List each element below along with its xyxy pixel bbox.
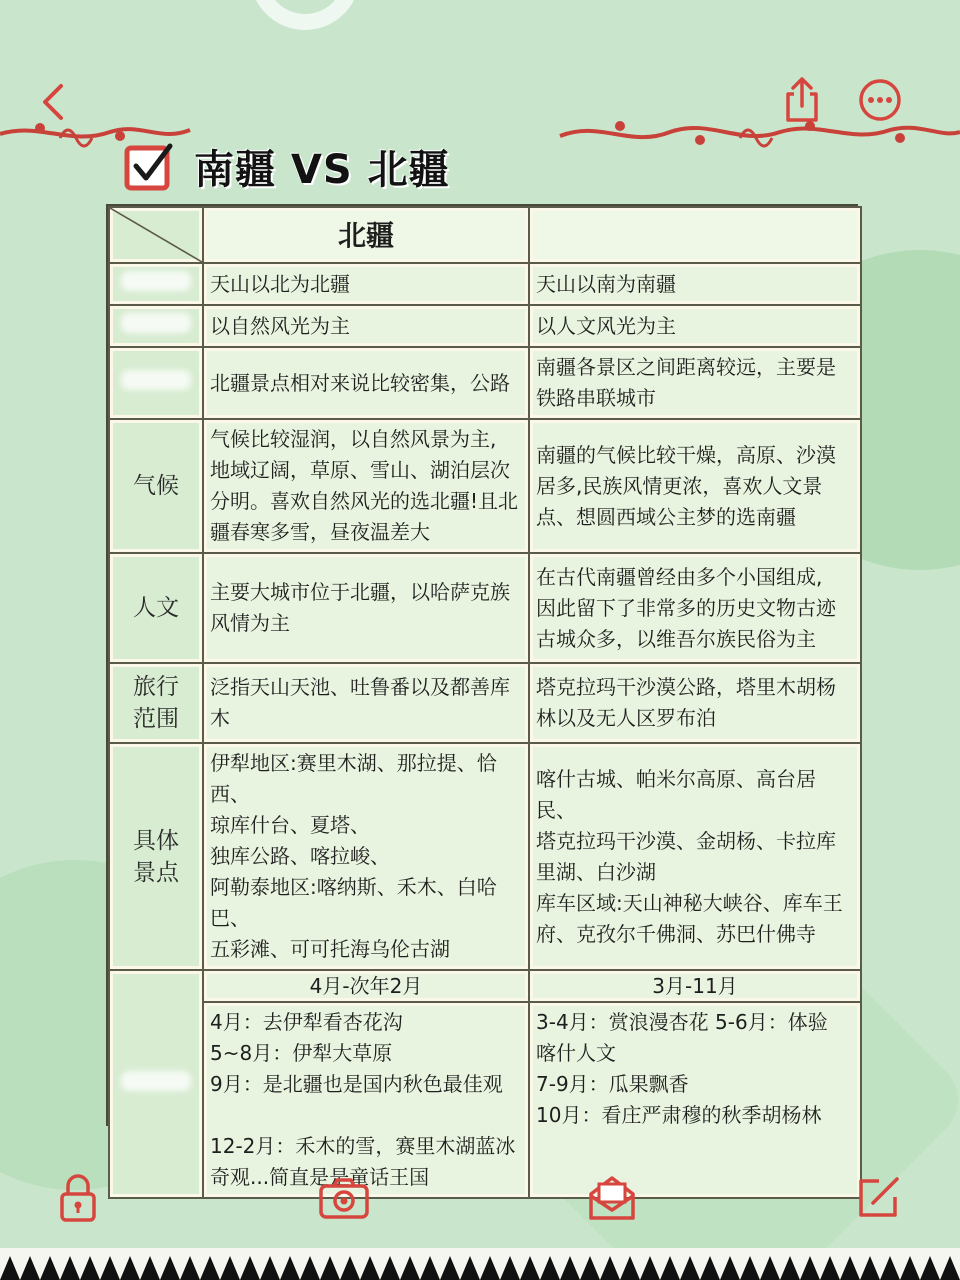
cell-text-line: 主要大城市位于北疆，以哈萨克族: [210, 580, 510, 604]
lock-icon: [58, 1172, 98, 1224]
cell-text-line: 库车区域:天山神秘大峡谷、库车王: [536, 890, 843, 915]
cell-text-line: 地域辽阔，草原、雪山、湖泊层次: [210, 458, 510, 482]
cell-text-line: 阿勒泰地区:喀纳斯、禾木、白哈巴、: [210, 875, 497, 930]
row-label: [109, 743, 203, 970]
cell-text-line: 旅行: [133, 674, 179, 700]
row-label: [109, 347, 203, 419]
cell-text-line: 府、克孜尔千佛洞、苏巴什佛寺: [536, 921, 816, 946]
cell-text-line: 10月：看庄严肃穆的秋季胡杨林: [536, 1103, 822, 1127]
page-title-row: [124, 138, 450, 194]
bottom-toolbar: [0, 1166, 960, 1226]
cell-text-line: 5~8月：伊犁大草原: [210, 1041, 393, 1065]
cell-text-line: 4月：去伊犁看杏花沟: [210, 1010, 403, 1034]
camera-button[interactable]: [316, 1170, 372, 1226]
cell-text-line: 气候比较湿润，以自然风景为主,: [210, 427, 497, 451]
cell-text-line: 喀什人文: [536, 1041, 616, 1065]
cell-text-line: 伊犁地区:赛里木湖、那拉提、恰西、: [210, 751, 497, 806]
edit-button[interactable]: [850, 1170, 906, 1226]
cell-text-line: 独库公路、喀拉峻、: [210, 844, 390, 868]
cell-text-line: 3-4月：赏浪漫杏花 5-6月：体验: [536, 1010, 828, 1034]
cell-text-line: 天山以南为南疆: [536, 271, 676, 296]
south-cell: [529, 347, 861, 419]
zigzag-border: [0, 1226, 960, 1280]
north-cell: [203, 347, 529, 419]
page-title: 南疆 VS 北疆: [194, 146, 450, 193]
table-row: [109, 553, 861, 663]
cell-text-line: 琼库什台、夏塔、: [210, 813, 370, 837]
blurred-label: [121, 313, 191, 333]
cell-text-line: 风情为主: [210, 611, 290, 635]
cell-text-line: 古城众多，以维吾尔族民俗为主: [536, 626, 816, 651]
row-label: [109, 663, 203, 743]
cell-text-line: 12-2月：禾木的雪，赛里木湖蓝冰: [210, 1134, 516, 1158]
row-label: 气候: [109, 419, 203, 553]
blurred-label: [121, 1071, 191, 1091]
season-range-row: [109, 970, 861, 1002]
cell-text-line: 9月：是北疆也是国内秋色最佳观: [210, 1072, 503, 1096]
south-cell: [529, 663, 861, 743]
cell-text-line: 因此留下了非常多的历史文物古迹: [536, 595, 836, 620]
table-row: [109, 419, 861, 553]
row-label: 人文: [109, 553, 203, 663]
north-cell: [203, 663, 529, 743]
row-label: [109, 263, 203, 305]
comparison-table: [106, 204, 858, 1189]
row-label: [109, 305, 203, 347]
cell-text-line: 以自然风光为主: [210, 313, 350, 338]
cell-text-line: 五彩滩、可可托海乌伦古湖: [210, 937, 450, 961]
cell-text-line: 塔克拉玛干沙漠、金胡杨、卡拉库: [536, 828, 836, 853]
table-row: [109, 305, 861, 347]
lock-button[interactable]: [50, 1170, 106, 1226]
cell-text-line: 南疆各景区之间距离较远，主要是: [536, 355, 836, 379]
cell-text-line: 疆春寒多雪，昼夜温差大: [210, 520, 430, 544]
cell-text-line: 喀什古城、帕米尔高原、高台居民、: [536, 766, 816, 822]
blurred-label: [121, 370, 191, 390]
blurred-label: [121, 271, 191, 291]
cell-text-line: 以人文风光为主: [536, 313, 676, 338]
north-cell: [203, 553, 529, 663]
table-row: [109, 663, 861, 743]
background-ring: [250, 0, 360, 30]
cell-text-line: 居多,民族风情更浓，喜欢人文景: [536, 473, 823, 498]
south-season-range: 3月-11月: [529, 970, 861, 1002]
cell-text-line: 范围: [133, 706, 179, 732]
camera-icon: [318, 1176, 370, 1220]
cell-text-line: 天山以北为北疆: [210, 271, 350, 296]
column-header-north: 北疆: [203, 207, 529, 263]
cell-text-line: 景点: [133, 859, 179, 886]
south-cell: [529, 419, 861, 553]
column-header-south: [529, 207, 861, 263]
south-cell: [529, 305, 861, 347]
north-cell: [203, 419, 529, 553]
mail-button[interactable]: [584, 1170, 640, 1226]
cell-text-line: 泛指天山天池、吐鲁番以及都善库: [210, 675, 510, 699]
cell-text-line: 北疆景点相对来说比较密集，公路: [210, 370, 510, 395]
cell-text-line: 具体: [133, 827, 179, 854]
south-cell: [529, 263, 861, 305]
cell-text-line: 点、想圆西域公主梦的选南疆: [536, 504, 796, 529]
south-cell: [529, 743, 861, 970]
cell-text-line: 南疆的气候比较干燥，高原、沙漠: [536, 442, 836, 467]
cell-text-line: 林以及无人区罗布泊: [536, 706, 716, 730]
cell-text-line: 分明。喜欢自然风光的选北疆!且北: [210, 489, 519, 513]
cell-text-line: 铁路串联城市: [536, 386, 656, 410]
north-season-range: 4月-次年2月: [203, 970, 529, 1002]
cell-text-line: 7-9月：瓜果飘香: [536, 1072, 689, 1096]
season-label: [109, 970, 203, 1198]
table-row: [109, 743, 861, 970]
north-cell: [203, 305, 529, 347]
checkbox-icon: [124, 140, 176, 192]
cell-text-line: 在古代南疆曾经由多个小国组成,: [536, 564, 823, 589]
edit-icon: [855, 1175, 901, 1221]
cell-text-line: 塔克拉玛干沙漠公路，塔里木胡杨: [536, 675, 836, 699]
north-cell: [203, 263, 529, 305]
cell-text-line: 木: [210, 706, 230, 730]
cell-text-line: 里湖、白沙湖: [536, 859, 656, 884]
diagonal-line: [110, 208, 202, 262]
cell-text-line: 奇观...简直是是童话王国: [210, 1165, 430, 1189]
south-cell: [529, 553, 861, 663]
table-row: [109, 347, 861, 419]
cell-text-line: [210, 1100, 522, 1131]
mail-icon: [587, 1174, 637, 1222]
table-row: [109, 263, 861, 305]
north-cell: [203, 743, 529, 970]
table-header-row: [109, 207, 861, 263]
corner-cell: [109, 207, 203, 263]
